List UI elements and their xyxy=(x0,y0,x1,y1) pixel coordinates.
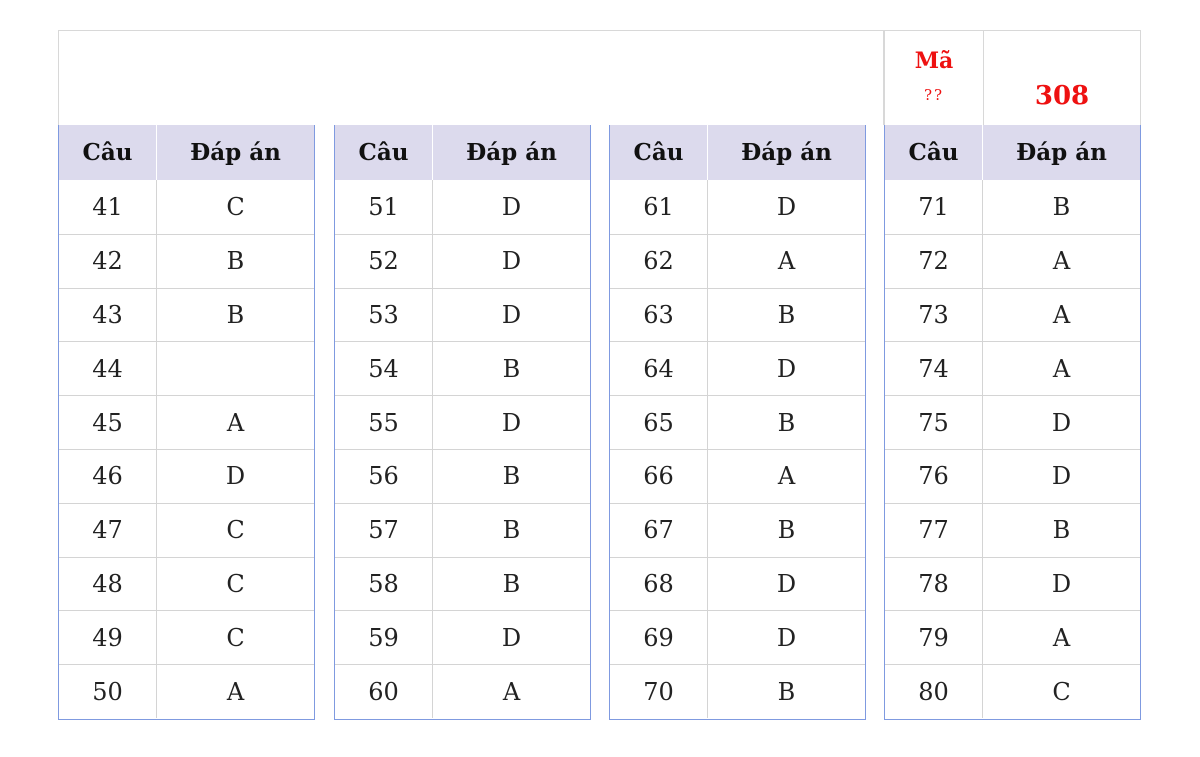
question-number: 72 xyxy=(885,235,983,288)
answer-table-3 xyxy=(609,125,866,720)
answer-letter: B xyxy=(226,300,245,329)
answer-letter: D xyxy=(1051,462,1072,491)
answer-letter: B xyxy=(502,569,521,598)
answer-letter: B xyxy=(777,408,796,437)
table-body xyxy=(610,180,865,718)
table-row xyxy=(59,664,314,718)
question-number: 79 xyxy=(885,611,983,664)
answer-column-header: Đáp án xyxy=(741,139,832,166)
question-number: 44 xyxy=(59,342,157,395)
table-body xyxy=(335,180,590,718)
table-row xyxy=(610,503,865,557)
table-header-row xyxy=(59,125,314,180)
answer-letter: D xyxy=(501,192,522,221)
answer-letter xyxy=(157,342,314,395)
table-row xyxy=(335,449,590,503)
answer-letter: B xyxy=(502,354,521,383)
answer-letter: C xyxy=(226,516,245,545)
answer-letter: D xyxy=(1051,569,1072,598)
question-number: 42 xyxy=(59,235,157,288)
question-number: 75 xyxy=(885,396,983,449)
header-blank-cell xyxy=(58,30,884,125)
question-number: 68 xyxy=(610,558,708,611)
table-row xyxy=(59,180,314,234)
table-row xyxy=(885,664,1140,718)
table-header-row xyxy=(335,125,590,180)
question-column-header: Câu xyxy=(335,125,433,180)
answer-letter: C xyxy=(1052,677,1071,706)
table-body xyxy=(885,180,1140,718)
answer-table-2 xyxy=(334,125,591,720)
question-number: 49 xyxy=(59,611,157,664)
table-row xyxy=(885,180,1140,234)
answer-letter: A xyxy=(226,408,245,437)
table-row xyxy=(885,449,1140,503)
question-number: 65 xyxy=(610,396,708,449)
table-row xyxy=(335,234,590,288)
table-row xyxy=(335,288,590,342)
question-number: 66 xyxy=(610,450,708,503)
table-row xyxy=(59,610,314,664)
answer-letter: D xyxy=(776,192,797,221)
question-column-header: Câu xyxy=(59,125,157,180)
answer-table-4 xyxy=(884,125,1141,720)
answer-letter: D xyxy=(501,247,522,276)
question-number: 59 xyxy=(335,611,433,664)
table-row xyxy=(610,395,865,449)
answer-column-header: Đáp án xyxy=(466,139,557,166)
table-row xyxy=(59,503,314,557)
table-row xyxy=(885,341,1140,395)
answer-letter: C xyxy=(226,569,245,598)
answer-table-1 xyxy=(58,125,315,720)
answer-letter: A xyxy=(777,247,796,276)
question-number: 43 xyxy=(59,289,157,342)
question-number: 64 xyxy=(610,342,708,395)
question-number: 67 xyxy=(610,504,708,557)
question-number: 71 xyxy=(885,180,983,234)
question-number: 62 xyxy=(610,235,708,288)
question-number: 52 xyxy=(335,235,433,288)
question-number: 46 xyxy=(59,450,157,503)
exam-code-label: Mã xyxy=(914,48,954,74)
table-row xyxy=(610,288,865,342)
answer-letter: C xyxy=(226,192,245,221)
answer-letter: B xyxy=(777,300,796,329)
table-row xyxy=(610,557,865,611)
answer-letter: D xyxy=(776,569,797,598)
question-number: 70 xyxy=(610,665,708,718)
answer-letter: B xyxy=(777,516,796,545)
answer-letter: A xyxy=(777,462,796,491)
answer-letter: A xyxy=(1052,300,1071,329)
question-number: 60 xyxy=(335,665,433,718)
question-number: 53 xyxy=(335,289,433,342)
table-row xyxy=(59,234,314,288)
table-row xyxy=(610,449,865,503)
question-column-header: Câu xyxy=(610,125,708,180)
answer-letter: D xyxy=(501,408,522,437)
question-number: 48 xyxy=(59,558,157,611)
answer-letter: D xyxy=(776,623,797,652)
table-row xyxy=(885,610,1140,664)
question-number: 54 xyxy=(335,342,433,395)
exam-code-value: 308 xyxy=(983,30,1141,125)
question-number: 73 xyxy=(885,289,983,342)
table-row xyxy=(610,341,865,395)
question-number: 80 xyxy=(885,665,983,718)
answer-letter: B xyxy=(1052,516,1071,545)
table-row xyxy=(335,557,590,611)
answer-letter: C xyxy=(226,623,245,652)
table-row xyxy=(335,610,590,664)
table-row xyxy=(59,288,314,342)
table-row xyxy=(335,395,590,449)
question-number: 57 xyxy=(335,504,433,557)
answer-letter: D xyxy=(776,354,797,383)
answer-letter: D xyxy=(501,300,522,329)
question-number: 58 xyxy=(335,558,433,611)
answer-column-header: Đáp án xyxy=(1016,139,1107,166)
question-number: 78 xyxy=(885,558,983,611)
table-row xyxy=(885,557,1140,611)
answer-letter: A xyxy=(1052,247,1071,276)
question-number: 45 xyxy=(59,396,157,449)
question-number: 41 xyxy=(59,180,157,234)
table-row xyxy=(59,557,314,611)
table-row xyxy=(59,341,314,395)
table-row xyxy=(885,503,1140,557)
table-body xyxy=(59,180,314,718)
answer-letter: B xyxy=(1052,192,1071,221)
answer-letter: B xyxy=(502,462,521,491)
question-number: 50 xyxy=(59,665,157,718)
table-row xyxy=(885,234,1140,288)
table-row xyxy=(885,395,1140,449)
answer-letter: A xyxy=(226,677,245,706)
exam-code-label-cell xyxy=(884,30,983,125)
question-number: 63 xyxy=(610,289,708,342)
answer-letter: D xyxy=(225,462,246,491)
table-row xyxy=(885,288,1140,342)
table-row xyxy=(610,180,865,234)
table-row xyxy=(335,503,590,557)
answer-letter: D xyxy=(501,623,522,652)
question-number: 61 xyxy=(610,180,708,234)
table-row xyxy=(335,341,590,395)
table-row xyxy=(335,180,590,234)
question-number: 56 xyxy=(335,450,433,503)
question-number: 47 xyxy=(59,504,157,557)
question-number: 51 xyxy=(335,180,433,234)
answer-key-sheet xyxy=(58,30,1141,720)
table-header-row xyxy=(610,125,865,180)
table-row xyxy=(59,395,314,449)
missing-glyph-placeholder: ?? xyxy=(923,86,945,104)
answer-letter: D xyxy=(1051,408,1072,437)
table-header-row xyxy=(885,125,1140,180)
question-number: 69 xyxy=(610,611,708,664)
question-number: 55 xyxy=(335,396,433,449)
table-row xyxy=(610,610,865,664)
question-number: 76 xyxy=(885,450,983,503)
answer-letter: A xyxy=(1052,354,1071,383)
table-row xyxy=(610,234,865,288)
question-number: 74 xyxy=(885,342,983,395)
answer-letter: B xyxy=(226,247,245,276)
answer-letter: A xyxy=(502,677,521,706)
answer-letter: B xyxy=(777,677,796,706)
table-row xyxy=(59,449,314,503)
answer-column-header: Đáp án xyxy=(190,139,281,166)
table-row xyxy=(610,664,865,718)
answer-letter: B xyxy=(502,516,521,545)
table-row xyxy=(335,664,590,718)
question-column-header: Câu xyxy=(885,125,983,180)
question-number: 77 xyxy=(885,504,983,557)
answer-letter: A xyxy=(1052,623,1071,652)
